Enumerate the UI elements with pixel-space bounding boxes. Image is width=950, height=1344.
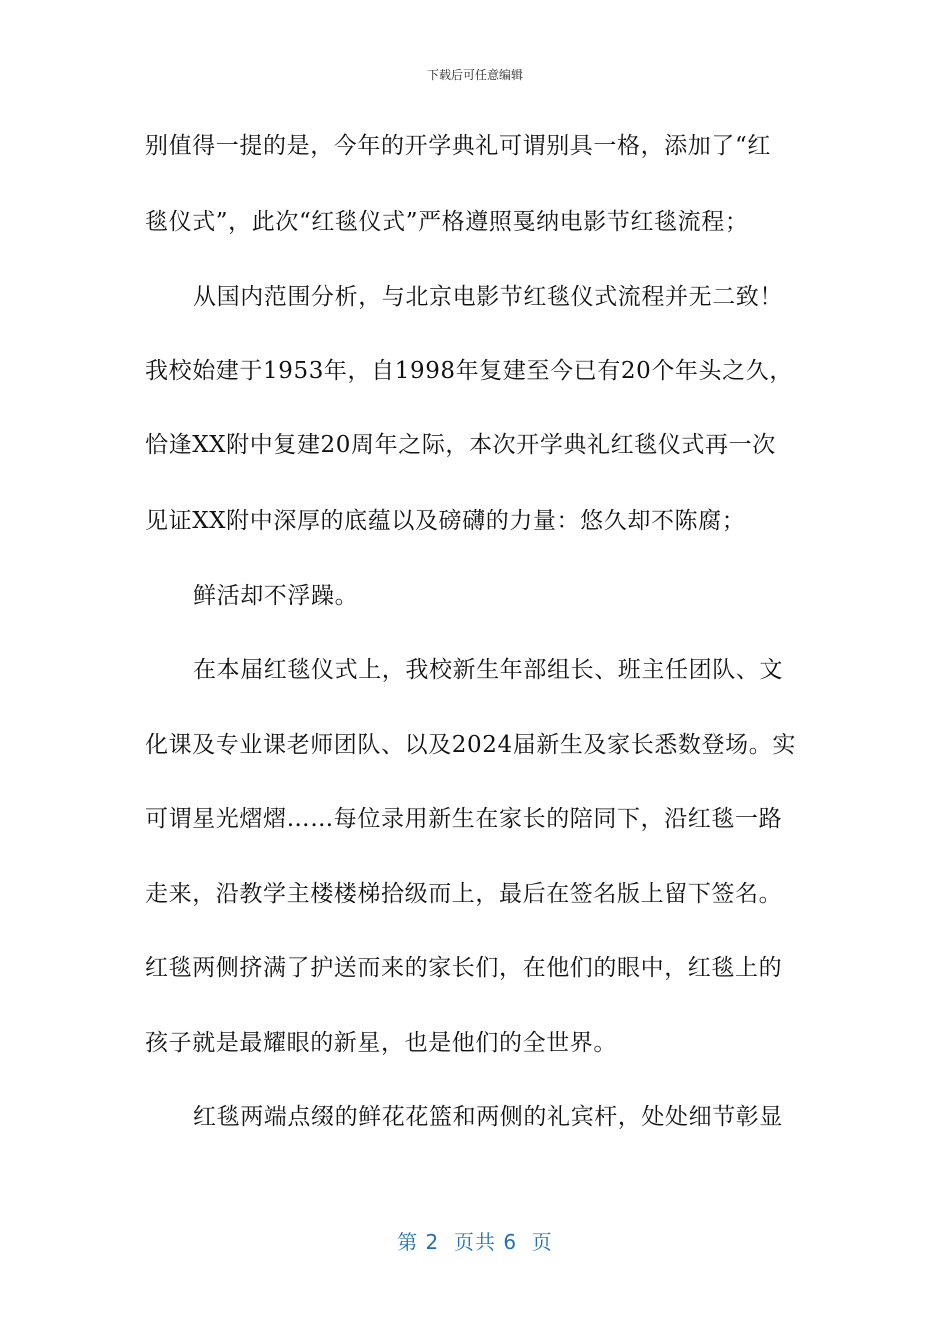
text-line: 别值得一提的是，今年的开学典礼可谓别具一格，添加了“红 bbox=[145, 133, 771, 159]
text-line: 走来，沿教学主楼楼梯拾级而上，最后在签名版上留下签名。 bbox=[145, 881, 783, 907]
text-line: 我校始建于1953年，自1998年复建至今已有20个年头之久， bbox=[145, 358, 793, 384]
text-line: 从国内范围分析，与北京电影节红毯仪式流程并无二致！ bbox=[193, 284, 783, 310]
text-line: 在本届红毯仪式上，我校新生年部组长、班主任团队、文 bbox=[193, 657, 783, 683]
header-note: 下载后可任意编辑 bbox=[426, 68, 523, 82]
text-line: 红毯两端点缀的鲜花花篮和两侧的礼宾杆，处处细节彰显 bbox=[193, 1104, 783, 1130]
text-line: 恰逢XX附中复建20周年之际，本次开学典礼红毯仪式再一次 bbox=[145, 432, 776, 458]
text-line: 红毯两侧挤满了护送而来的家长们，在他们的眼中，红毯上的 bbox=[145, 955, 783, 981]
text-line: 鲜活却不浮躁。 bbox=[193, 583, 359, 609]
text-line: 见证XX附中深厚的底蕴以及磅礴的力量：悠久却不陈腐； bbox=[145, 508, 746, 534]
page-number-footer: 第 2 页共 6 页 bbox=[397, 1230, 553, 1254]
text-line: 可谓星光熠熠……每位录用新生在家长的陪同下，沿红毯一路 bbox=[145, 806, 783, 832]
text-line: 化课及专业课老师团队、以及2024届新生及家长悉数登场。实 bbox=[145, 732, 796, 758]
text-line: 孩子就是最耀眼的新星，也是他们的全世界。 bbox=[145, 1030, 617, 1056]
text-line: 毯仪式”，此次“红毯仪式”严格遵照戛纳电影节红毯流程； bbox=[145, 209, 749, 235]
